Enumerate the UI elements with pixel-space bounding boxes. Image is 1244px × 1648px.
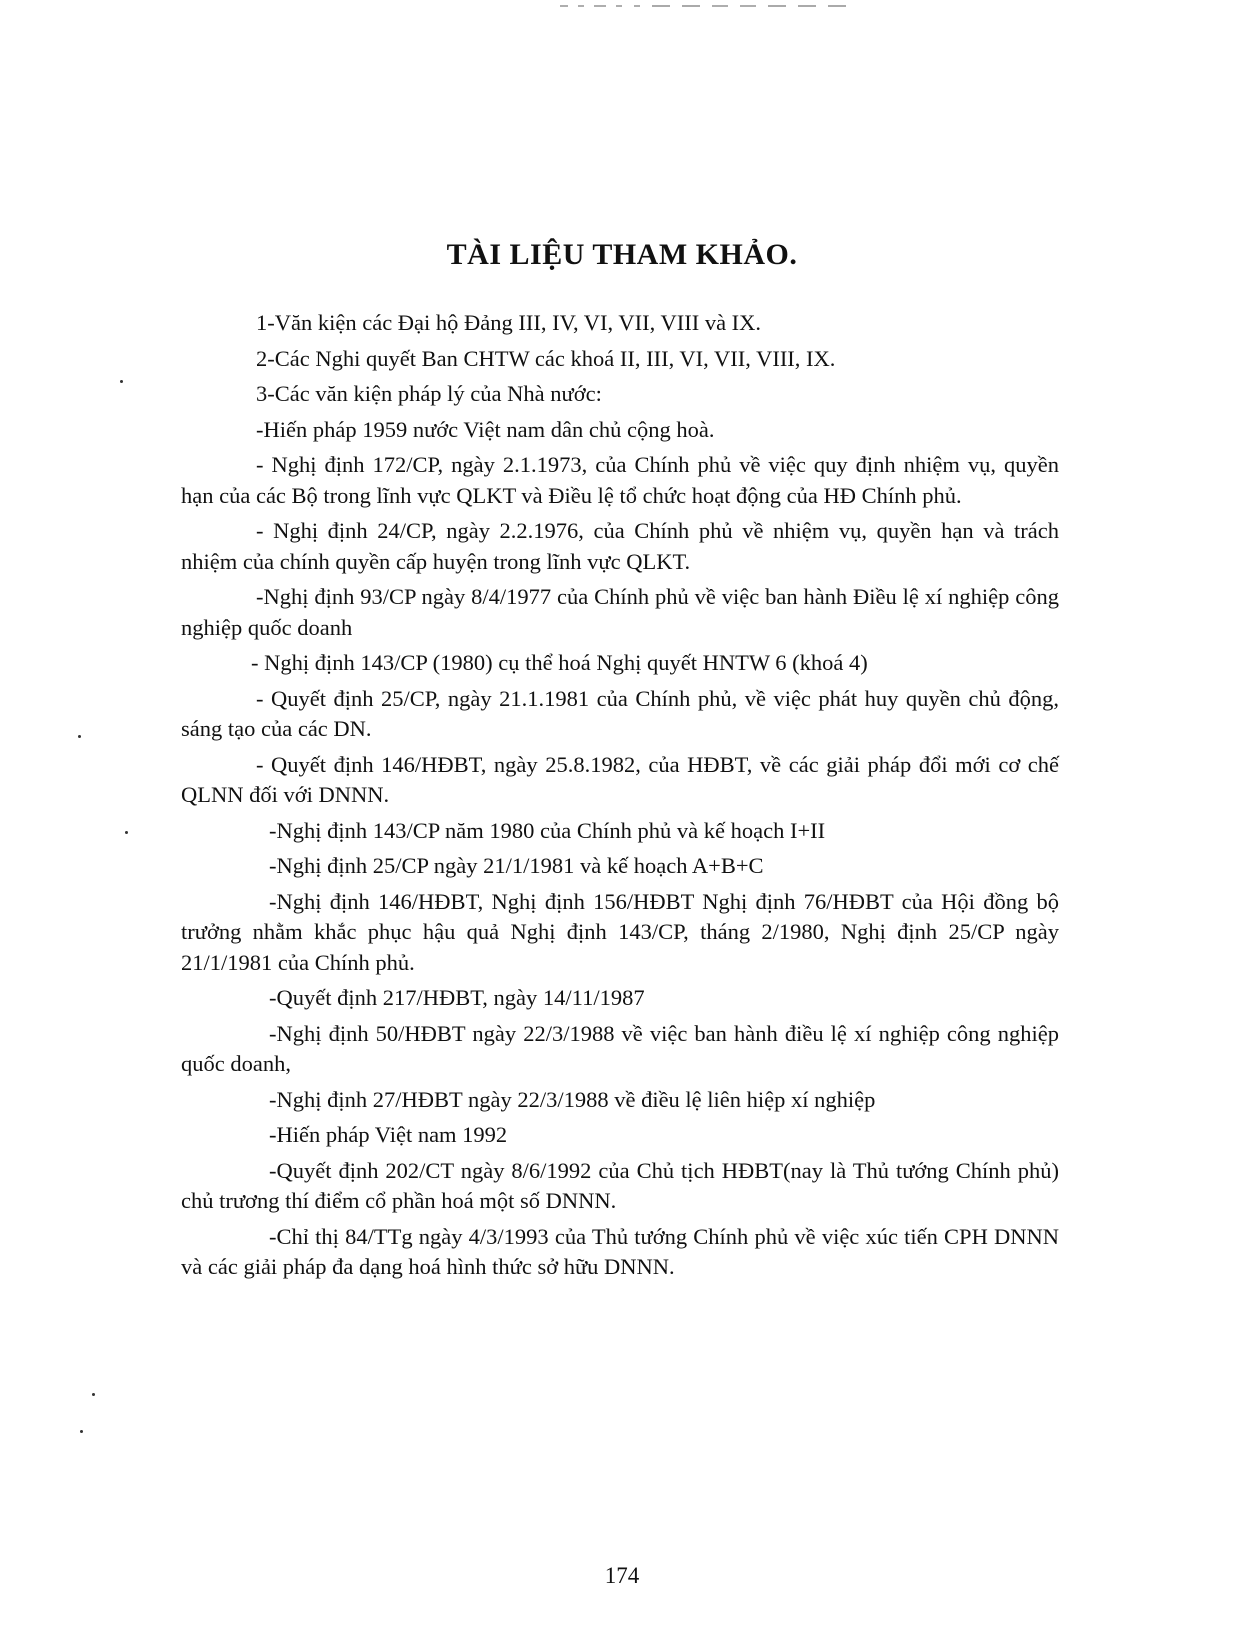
reference-item: -Quyết định 202/CT ngày 8/6/1992 của Chủ tịch HĐBT(nay là Thủ tướng Chính phủ) chủ trương thí điểm cổ phần hoá một số DNNN. bbox=[181, 1157, 1059, 1213]
scan-speck bbox=[120, 380, 123, 383]
reference-item: -Chỉ thị 84/TTg ngày 4/3/1993 của Thủ tướng Chính phủ về việc xúc tiến CPH DNNN và các giải pháp đa dạng hoá hình thức sở hữu DNNN. bbox=[181, 1223, 1059, 1279]
reference-item: 3-Các văn kiện pháp lý của Nhà nước: bbox=[256, 381, 602, 406]
reference-item: -Nghị định 25/CP ngày 21/1/1981 và kế hoạch A+B+C bbox=[269, 853, 764, 878]
reference-item: -Hiến pháp Việt nam 1992 bbox=[269, 1122, 508, 1147]
reference-item: 2-Các Nghi quyết Ban CHTW các khoá II, III, VI, VII, VIII, IX. bbox=[256, 345, 836, 371]
page-title: TÀI LIỆU THAM KHẢO. bbox=[446, 238, 798, 272]
scan-speck bbox=[92, 1393, 95, 1396]
scan-speck bbox=[125, 831, 128, 834]
reference-item: - Nghị định 24/CP, ngày 2.2.1976, của Chính phủ về nhiệm vụ, quyền hạn và trách nhiệm của chính quyền cấp huyện trong lĩnh vực QLKT. bbox=[181, 518, 1059, 574]
page-number: 174 bbox=[604, 1563, 640, 1588]
scan-speck bbox=[80, 1430, 83, 1433]
reference-item: - Nghị định 172/CP, ngày 2.1.1973, của Chính phủ về việc quy định nhiệm vụ, quyền hạn của các Bộ trong lĩnh vực QLKT và Điều lệ tổ chức hoạt động của HĐ Chính phủ. bbox=[181, 452, 1059, 508]
reference-item: -Nghị định 146/HĐBT, Nghị định 156/HĐBT Nghị định 76/HĐBT của Hội đồng bộ trưởng nhằm khắc phục hậu quả Nghị định 143/CP, tháng 2/1980, Nghị định 25/CP ngày 21/1/1981 của Chính phủ. bbox=[181, 888, 1059, 975]
reference-item: - Quyết định 25/CP, ngày 21.1.1981 của Chính phủ, về việc phát huy quyền chủ động, sáng tạo của các DN. bbox=[181, 685, 1059, 741]
reference-item: -Quyết định 217/HĐBT, ngày 14/11/1987 bbox=[269, 985, 645, 1010]
reference-item: - Quyết định 146/HĐBT, ngày 25.8.1982, của HĐBT, về các giải pháp đổi mới cơ chế QLNN đối với DNNN. bbox=[181, 751, 1059, 807]
reference-item: -Nghị định 50/HĐBT ngày 22/3/1988 về việc ban hành điều lệ xí nghiệp công nghiệp quốc doanh, bbox=[181, 1020, 1059, 1076]
reference-item: -Nghị định 93/CP ngày 8/4/1977 của Chính phủ về việc ban hành Điều lệ xí nghiệp công nghiệp quốc doanh bbox=[181, 584, 1059, 640]
reference-item: -Hiến pháp 1959 nước Việt nam dân chủ cộng hoà. bbox=[256, 416, 715, 442]
reference-list bbox=[181, 308, 1059, 1288]
scan-speck bbox=[78, 735, 81, 738]
reference-item: - Nghị định 143/CP (1980) cụ thể hoá Nghị quyết HNTW 6 (khoá 4) bbox=[251, 650, 868, 675]
reference-item: -Nghị định 143/CP năm 1980 của Chính phủ và kế hoạch I+II bbox=[269, 817, 826, 843]
scan-header-artifact bbox=[560, 0, 880, 10]
reference-item: 1-Văn kiện các Đại hộ Đảng III, IV, VI, VII, VIII và IX. bbox=[256, 310, 762, 335]
reference-item: -Nghị định 27/HĐBT ngày 22/3/1988 về điều lệ liên hiệp xí nghiệp bbox=[269, 1086, 876, 1112]
